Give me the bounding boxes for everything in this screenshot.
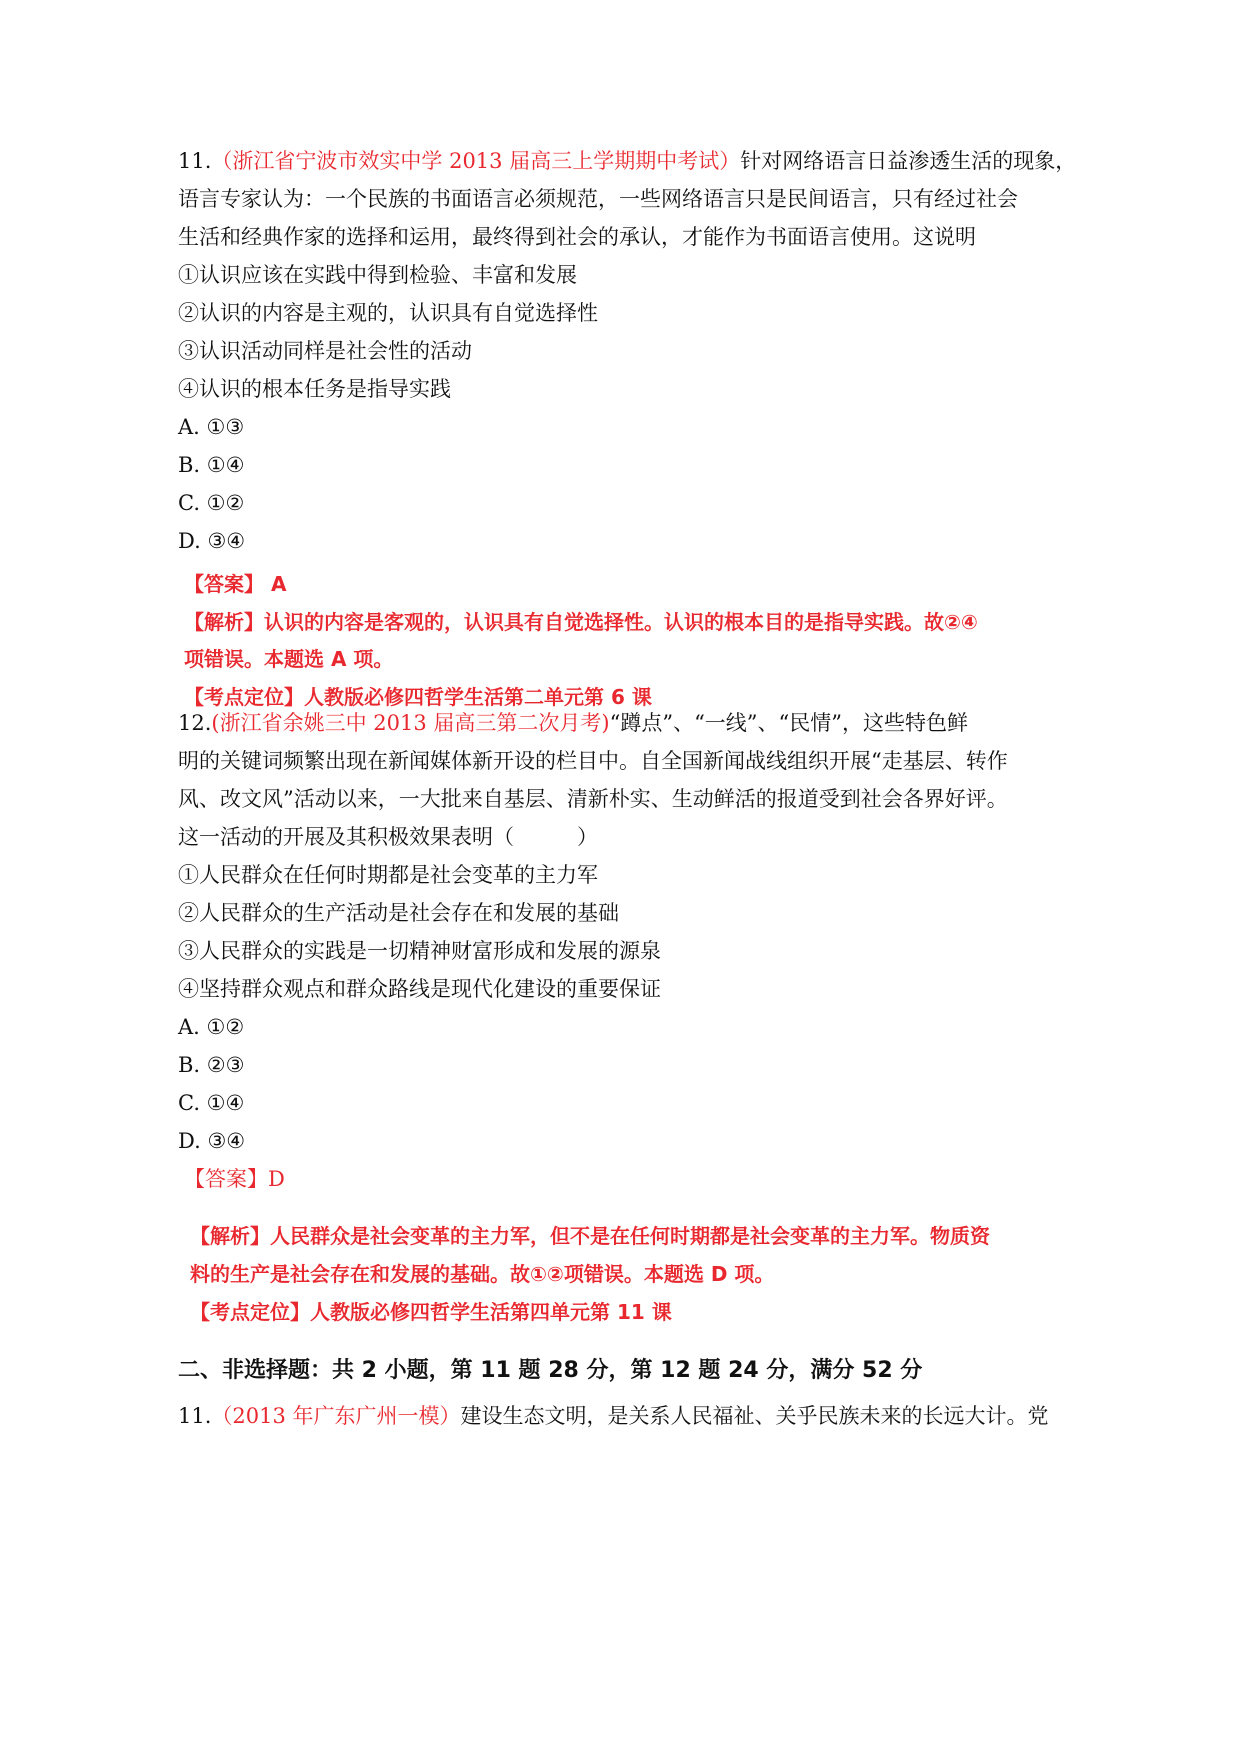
q11-analysis-1: 【解析】认识的内容是客观的，认识具有自觉选择性。认识的根本目的是指导实践。故②④: [184, 610, 978, 634]
q11-number: 11.: [178, 149, 212, 173]
q11-answer: 【答案】 A: [184, 572, 287, 596]
q11-source: （浙江省宁波市效实中学 2013 届高三上学期期中考试）: [211, 149, 741, 173]
q11-option-4: ④认识的根本任务是指导实践: [178, 377, 451, 401]
q11-stem-3: 生活和经典作家的选择和运用，最终得到社会的承认，才能作为书面语言使用。这说明: [178, 225, 976, 249]
q12-source: (浙江省余姚三中 2013 届高三第二次月考): [211, 711, 610, 735]
q12-kaodian: 【考点定位】人教版必修四哲学生活第四单元第 11 课: [190, 1300, 672, 1324]
q12-analysis-1: 【解析】人民群众是社会变革的主力军，但不是在任何时期都是社会变革的主力军。物质资: [190, 1224, 990, 1248]
q11-option-1: ①认识应该在实践中得到检验、丰富和发展: [178, 263, 577, 287]
q11-stem-1: 针对网络语言日益渗透生活的现象，: [740, 149, 1077, 173]
q12-stem-2: 明的关键词频繁出现在新闻媒体新开设的栏目中。自全国新闻战线组织开展“走基层、转作: [178, 749, 1008, 773]
q11-line-1: [178, 146, 1076, 176]
q12-option-4: ④坚持群众观点和群众路线是现代化建设的重要保证: [178, 977, 661, 1001]
q12-option-3: ③人民群众的实践是一切精神财富形成和发展的源泉: [178, 939, 661, 963]
q11-choice-a: A. ①③: [178, 415, 245, 439]
q12-choice-b: B. ②③: [178, 1053, 245, 1077]
q11-choice-b: B. ①④: [178, 453, 245, 477]
q12-stem-3: 风、改文风”活动以来，一大批来自基层、清新朴实、生动鲜活的报道受到社会各界好评。: [178, 787, 1008, 811]
q12-number: 12.: [178, 711, 212, 735]
q11-kaodian: 【考点定位】人教版必修四哲学生活第二单元第 6 课: [184, 685, 652, 709]
q11b-source: （2013 年广东广州一模）: [211, 1404, 461, 1428]
q12-choice-a: A. ①②: [178, 1015, 245, 1039]
q12-line-1: [178, 708, 968, 738]
q12-answer: 【答案】D: [184, 1167, 285, 1191]
q12-choice-c: C. ①④: [178, 1091, 245, 1115]
section-2-heading: 二、非选择题：共 2 小题，第 11 题 28 分，第 12 题 24 分，满分 52 分: [178, 1358, 923, 1383]
q12-option-1: ①人民群众在任何时期都是社会变革的主力军: [178, 863, 598, 887]
q12-choice-d: D. ③④: [178, 1129, 246, 1153]
q11-stem-2: 语言专家认为：一个民族的书面语言必须规范，一些网络语言只是民间语言，只有经过社会: [178, 187, 1018, 211]
q11-choice-d: D. ③④: [178, 529, 246, 553]
q11b-stem-1: 建设生态文明，是关系人民福祉、关乎民族未来的长远大计。党: [460, 1404, 1049, 1428]
q11-option-2: ②认识的内容是主观的，认识具有自觉选择性: [178, 301, 598, 325]
q11-option-3: ③认识活动同样是社会性的活动: [178, 339, 472, 363]
q12-stem-4: 这一活动的开展及其积极效果表明（ ）: [178, 825, 598, 849]
q12-option-2: ②人民群众的生产活动是社会存在和发展的基础: [178, 901, 619, 925]
q12-analysis-2: 料的生产是社会存在和发展的基础。故①②项错误。本题选 D 项。: [190, 1262, 775, 1286]
q11-choice-c: C. ①②: [178, 491, 245, 515]
q11b-number: 11.: [178, 1404, 212, 1428]
q11-analysis-2: 项错误。本题选 A 项。: [184, 647, 394, 671]
q12-stem-1: “蹲点”、“一线”、“民情”，这些特色鲜: [609, 711, 969, 735]
q11b-line-1: [178, 1401, 1049, 1431]
